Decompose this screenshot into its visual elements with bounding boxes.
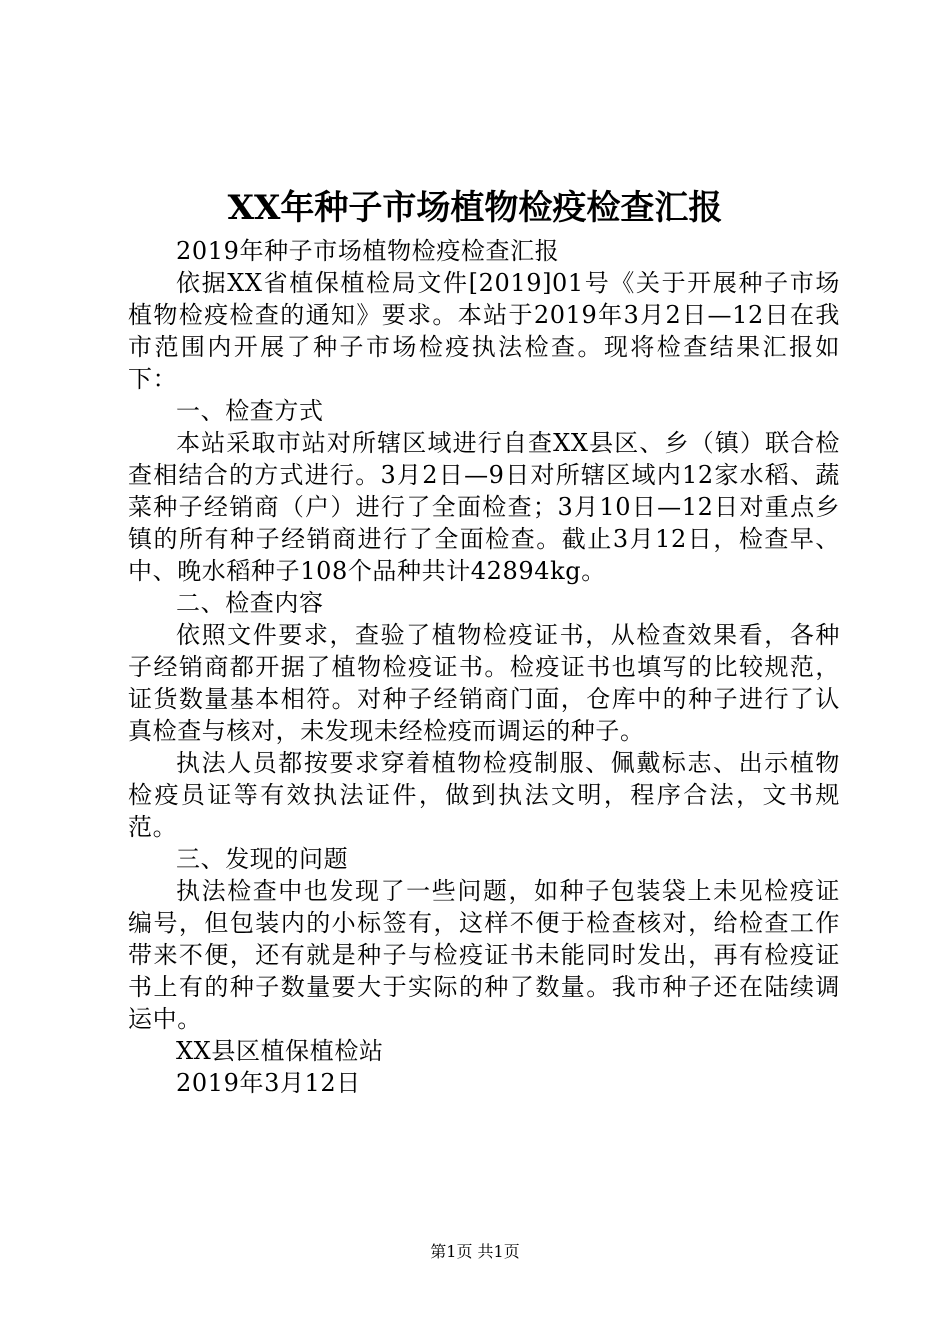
conduct-paragraph: 执法人员都按要求穿着植物检疫制服、佩戴标志、出示植物检疫员证等有效执法证件，做到执法文明，程序合法，文书规范。: [128, 749, 840, 841]
page-number-footer: 第1页 共1页: [430, 1242, 520, 1261]
report-subtitle: 2019年种子市场植物检疫检查汇报: [176, 237, 560, 265]
section-heading-content: 二、检查内容: [176, 589, 324, 617]
signature-date: 2019年3月12日: [176, 1069, 361, 1097]
section-heading-issues: 三、发现的问题: [176, 845, 349, 873]
intro-paragraph: 依据XX省植保植检局文件[2019]01号《关于开展种子市场植物检疫检查的通知》要求。本站于2019年3月2日—12日在我市范围内开展了种子市场检疫执法检查。现将检查结果汇报如下：: [128, 269, 840, 393]
issues-paragraph: 执法检查中也发现了一些问题，如种子包装袋上未见检疫证编号，但包装内的小标签有，这样不便于检查核对，给检查工作带来不便，还有就是种子与检疫证书未能同时发出，再有检疫证书上有的种子数量要大于实际的种了数量。我市种子还在陆续调运中。: [128, 877, 840, 1033]
content-paragraph: 依照文件要求，查验了植物检疫证书，从检查效果看，各种子经销商都开据了植物检疫证书。检疫证书也填写的比较规范，证货数量基本相符。对种子经销商门面，仓库中的种子进行了认真检查与核对，未发现未经检疫而调运的种子。: [128, 621, 840, 745]
document-body: [128, 235, 840, 1099]
document-title: XX年种子市场植物检疫检查汇报: [227, 188, 723, 228]
method-paragraph: 本站采取市站对所辖区域进行自查XX县区、乡（镇）联合检查相结合的方式进行。3月2日—9日对所辖区域内12家水稻、蔬菜种子经销商（户）进行了全面检查；3月10日—12日对重点乡镇的所有种子经销商进行了全面检查。截止3月12日，检查早、中、晚水稻种子108个品种共计42894kg。: [128, 429, 840, 585]
signature-organization: XX县区植保植检站: [176, 1037, 384, 1065]
section-heading-method: 一、检查方式: [176, 397, 324, 425]
